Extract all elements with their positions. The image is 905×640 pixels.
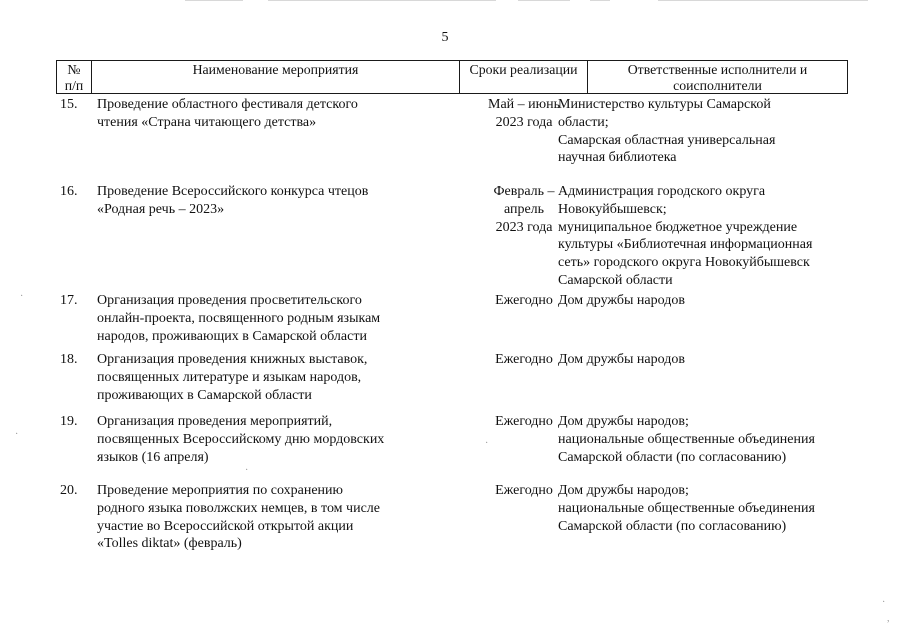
row-period: Май – июнь 2023 года	[488, 97, 560, 130]
table-row	[56, 292, 848, 348]
row-number: 19.	[60, 414, 78, 429]
header-event-name: Наименование мероприятия	[91, 61, 459, 93]
row-event-name: Организация проведения просветительского онлайн-проекта, посвященного родным языкам народов, проживающих в Самарской области	[97, 293, 381, 344]
row-responsible: Дом дружбы народов	[558, 293, 685, 308]
table-row	[56, 482, 848, 556]
row-responsible: Дом дружбы народов; национальные общественные объединения Самарской области (по согласованию)	[558, 414, 815, 465]
row-number: 16.	[60, 184, 78, 199]
page-number: 5	[441, 30, 449, 45]
row-number: 17.	[60, 293, 78, 308]
header-number: № п/п	[64, 62, 84, 93]
table-row	[56, 413, 848, 469]
row-period: Февраль – апрель 2023 года	[493, 184, 555, 235]
top-scan-rule	[518, 0, 570, 1]
header-responsible: Ответственные исполнители и соисполнители	[587, 61, 847, 93]
row-responsible: Дом дружбы народов	[558, 352, 685, 367]
row-number: 18.	[60, 352, 78, 367]
table-header	[56, 60, 848, 94]
header-implementation-period: Сроки реализации	[459, 61, 587, 93]
table-row	[56, 351, 848, 407]
top-scan-rule	[268, 0, 496, 1]
table-row	[56, 183, 848, 291]
row-event-name: Проведение областного фестиваля детского чтения «Страна читающего детства»	[97, 97, 358, 130]
table-row	[56, 96, 848, 172]
row-period: Ежегодно	[495, 352, 553, 367]
row-number: 20.	[60, 483, 78, 498]
row-event-name: Организация проведения книжных выставок, посвященных литературе и языкам народов, проживающих в Самарской области	[97, 352, 368, 403]
row-event-name: Проведение мероприятия по сохранению родного языка поволжских немцев, в том числе участие во Всероссийской открытой акции «Tolles diktat» (февраль)	[97, 483, 380, 552]
row-period: Ежегодно	[495, 483, 553, 498]
scan-speck: ,	[887, 613, 890, 624]
row-period: Ежегодно	[495, 293, 553, 308]
top-scan-rule	[590, 0, 610, 1]
scan-speck: ·	[245, 465, 249, 476]
row-responsible: Дом дружбы народов; национальные общественные объединения Самарской области (по согласованию)	[558, 483, 815, 534]
scan-speck: ·	[485, 438, 489, 449]
top-scan-rule	[185, 0, 243, 1]
top-scan-rule	[658, 0, 868, 1]
scan-speck: ·	[15, 429, 19, 440]
scan-speck: ·	[20, 291, 24, 302]
row-event-name: Проведение Всероссийского конкурса чтецов «Родная речь – 2023»	[97, 184, 369, 217]
row-event-name: Организация проведения мероприятий, посвященных Всероссийскому дню мордовских языков (16 апреля)	[97, 414, 385, 465]
scan-speck: ·	[882, 597, 886, 608]
row-responsible: Министерство культуры Самарской области; Самарская областная универсальная научная библиотека	[558, 97, 776, 166]
row-responsible: Администрация городского округа Новокуйбышевск; муниципальное бюджетное учреждение культуры «Библиотечная информационная сеть» городского округа Новокуйбышевск Самарской области	[558, 184, 813, 288]
row-number: 15.	[60, 97, 78, 112]
row-period: Ежегодно	[495, 414, 553, 429]
